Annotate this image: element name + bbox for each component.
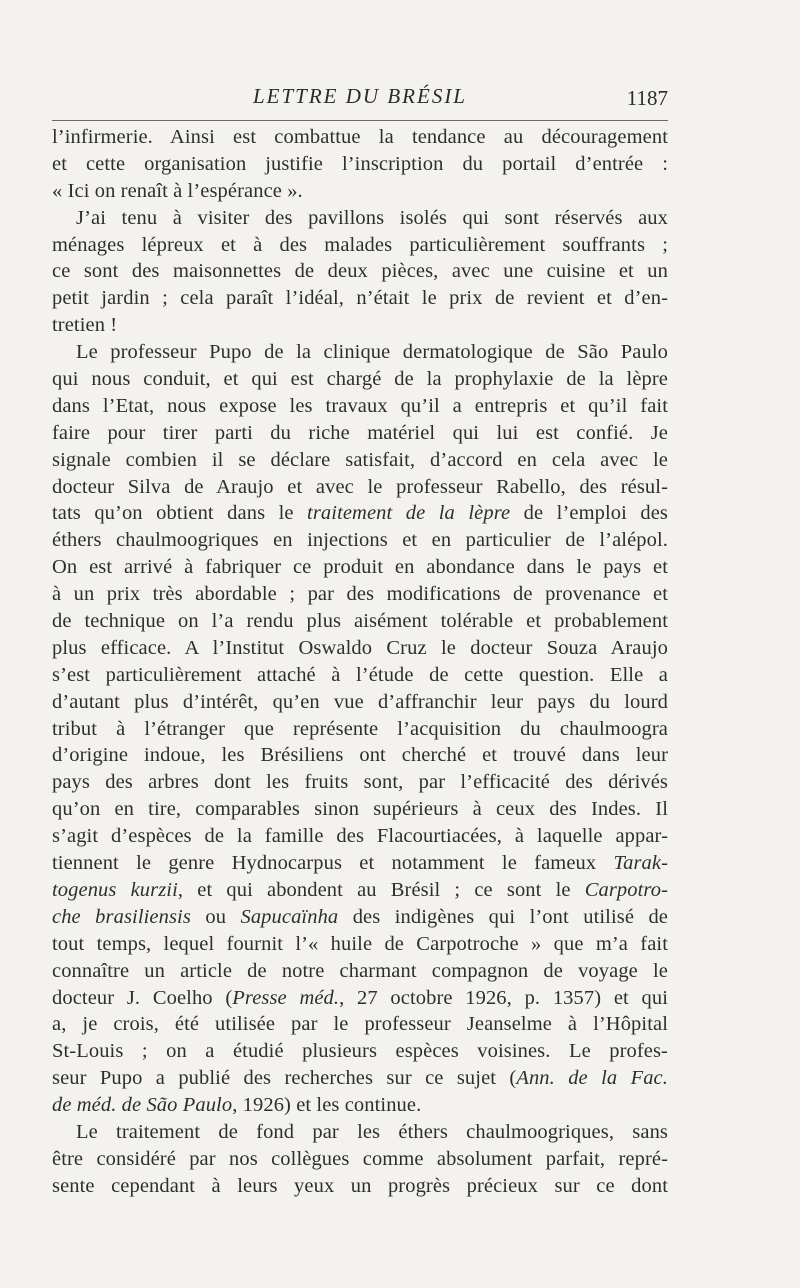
text-line: Le traitement de fond par les éthers chaulmoogriques, sans xyxy=(76,1120,668,1143)
text-line: éthers chaulmoogriques en injections et en particulier de l’alépol. xyxy=(52,529,668,552)
text-line: « Ici on renaît à l’espérance ». xyxy=(52,179,303,202)
text-line: et cette organisation justifie l’inscription du portail d’entrée : xyxy=(52,152,668,175)
text-line: tretien ! xyxy=(52,314,118,337)
text-segment: , et qui abondent au Brésil ; ce sont le xyxy=(177,878,585,901)
text-line: ménages lépreux et à des malades particulièrement souffrants ; xyxy=(52,233,668,256)
header-rule xyxy=(52,120,668,121)
text-line: On est arrivé à fabriquer ce produit en abondance dans le pays et xyxy=(52,556,668,579)
text-line: qui nous conduit, et qui est chargé de la prophylaxie de la lèpre xyxy=(52,368,668,391)
text-segment: de l’emploi des xyxy=(510,502,668,525)
text-line: faire pour tirer parti du riche matériel qui lui est confié. Je xyxy=(52,421,668,444)
text-line: petit jardin ; cela paraît l’idéal, n’était le prix de revient et d’en- xyxy=(52,287,668,310)
text-line xyxy=(52,985,668,1012)
text-line: connaître un article de notre charmant compagnon de voyage le xyxy=(52,959,668,982)
italic-segment: che brasiliensis xyxy=(52,905,191,928)
text-line xyxy=(52,877,668,904)
italic-segment: de méd. de São Paulo xyxy=(52,1094,233,1117)
italic-segment: Presse méd. xyxy=(232,986,340,1009)
page-number: 1187 xyxy=(626,86,668,110)
text-line: dans l’Etat, nous expose les travaux qu’il a entrepris et qu’il fait xyxy=(52,394,668,417)
italic-segment: Carpotro- xyxy=(584,878,668,901)
text-segment: , 1926) et les continue. xyxy=(232,1094,422,1117)
text-line xyxy=(52,1065,668,1092)
text-line: signale combien il se déclare satisfait, d’accord en cela avec le xyxy=(52,448,668,471)
text-segment: des indigènes qui l’ont utilisé de xyxy=(338,905,669,928)
text-line: a, je crois, été utilisée par le professeur Jeanselme à l’Hôpital xyxy=(52,1013,668,1036)
text-segment: ou xyxy=(190,905,241,928)
text-line: sente cependant à leurs yeux un progrès précieux sur ce dont xyxy=(52,1174,668,1197)
italic-segment: traitement de la lèpre xyxy=(307,502,511,525)
text-line: l’infirmerie. Ainsi est combattue la tendance au découragement xyxy=(52,126,668,148)
text-segment: tiennent le genre Hydnocarpus et notamment le fameux xyxy=(52,852,614,875)
text-line: s’agit d’espèces de la famille des Flacourtiacées, à laquelle appar- xyxy=(52,825,668,848)
body-text xyxy=(52,124,668,1200)
text-line: plus efficace. A l’Institut Oswaldo Cruz le docteur Souza Araujo xyxy=(52,636,668,659)
text-line: tribut à l’étranger que représente l’acquisition du chaulmoogra xyxy=(52,717,668,740)
text-line: d’autant plus d’intérêt, qu’en vue d’affranchir leur pays du lourd xyxy=(52,690,668,713)
text-line xyxy=(52,500,668,527)
text-line: tout temps, lequel fournit l’« huile de Carpotroche » que m’a fait xyxy=(52,932,668,955)
text-line: ce sont des maisonnettes de deux pièces, avec une cuisine et un xyxy=(52,260,668,283)
text-segment: , 27 octobre 1926, p. 1357) et qui xyxy=(339,986,668,1009)
text-segment: docteur J. Coelho ( xyxy=(52,986,233,1009)
italic-segment: Tarak- xyxy=(613,852,668,875)
italic-segment: Ann. de la Fac. xyxy=(516,1067,668,1090)
text-line: être considéré par nos collègues comme absolument parfait, repré- xyxy=(52,1147,668,1170)
text-line: J’ai tenu à visiter des pavillons isolés qui sont réservés aux xyxy=(76,206,668,229)
text-segment: seur Pupo a publié des recherches sur ce sujet ( xyxy=(52,1067,517,1090)
text-line xyxy=(52,1092,668,1119)
text-line xyxy=(52,850,668,877)
running-head xyxy=(52,76,668,116)
text-line xyxy=(52,904,668,931)
text-line: pays des arbres dont les fruits sont, par l’efficacité des dérivés xyxy=(52,771,668,794)
text-line: Le professeur Pupo de la clinique dermatologique de São Paulo xyxy=(76,341,668,364)
italic-segment: togenus kurzii xyxy=(52,878,178,901)
text-line: docteur Silva de Araujo et avec le professeur Rabello, des résul- xyxy=(52,475,668,498)
text-segment: tats qu’on obtient dans le xyxy=(52,502,308,525)
text-line: St-Louis ; on a étudié plusieurs espèces voisines. Le profes- xyxy=(52,1040,668,1063)
running-title: LETTRE DU BRÉSIL xyxy=(252,84,467,108)
italic-segment: Sapucaïnha xyxy=(240,905,339,928)
text-line: de technique on l’a rendu plus aisément tolérable et probablement xyxy=(52,610,668,633)
text-line: à un prix très abordable ; par des modifications de provenance et xyxy=(52,583,668,606)
text-line: d’origine indoue, les Brésiliens ont cherché et trouvé dans leur xyxy=(52,744,668,767)
text-line: s’est particulièrement attaché à l’étude de cette question. Elle a xyxy=(52,663,668,686)
text-line: qu’on en tire, comparables sinon supérieurs à ceux des Indes. Il xyxy=(52,798,668,821)
